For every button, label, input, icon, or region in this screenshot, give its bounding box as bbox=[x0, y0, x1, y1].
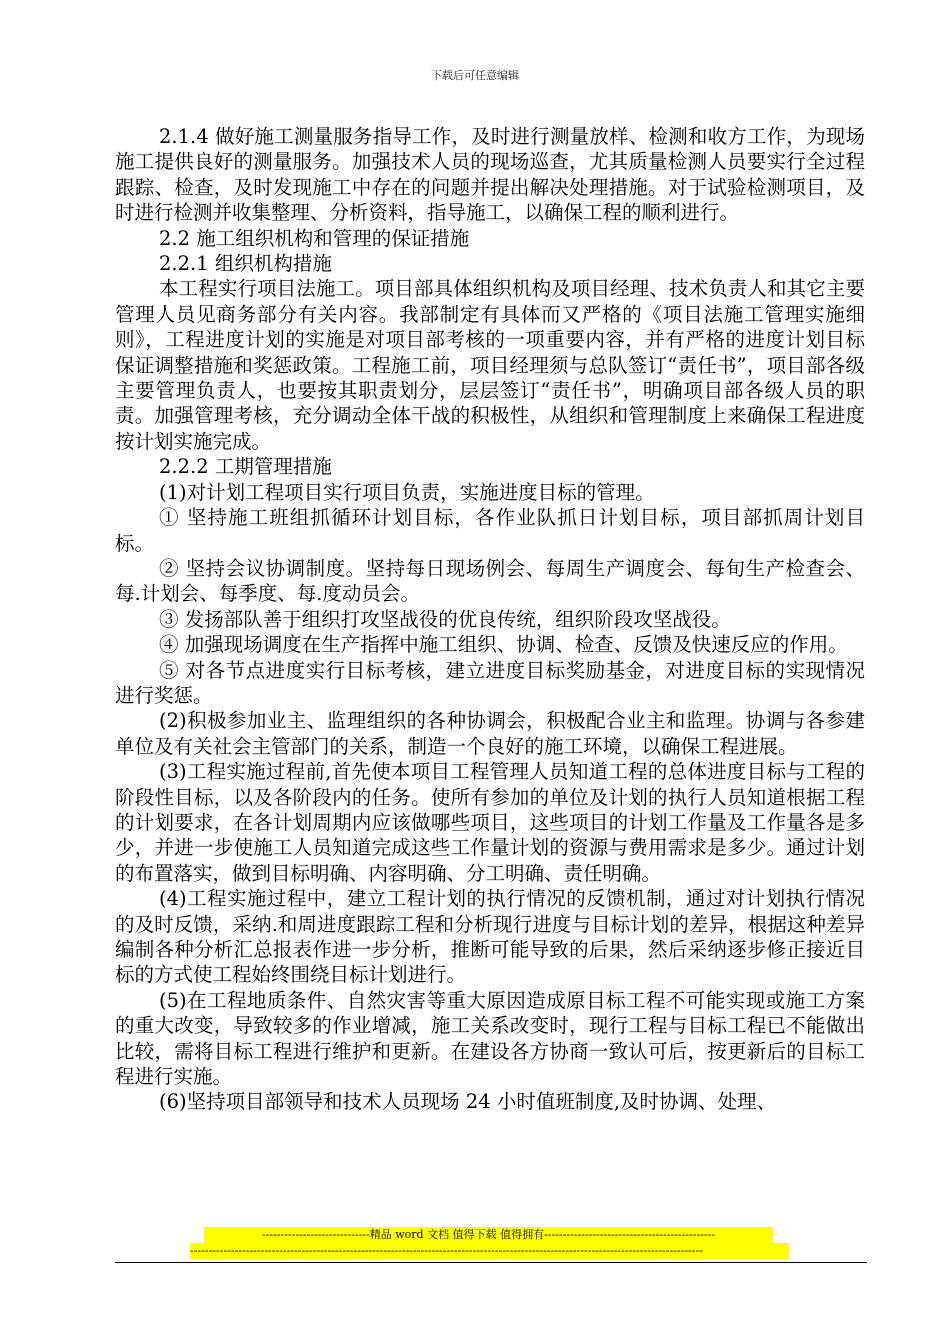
paragraph-item-4: (4)工程实施过程中，建立工程计划的执行情况的反馈机制，通过对计划执行情况的及时反馈，采纳.和周进度跟踪工程和分析现行进度与目标计划的差异，根据这种差异编制各种分析汇总报表作进一步分析，推断可能导致的后果，然后采纳逐步修正接近目标的方式使工程始终围绕目标计划进行。 bbox=[115, 887, 865, 987]
heading-2-2-2: 2.2.2 工期管理措施 bbox=[159, 455, 332, 479]
page-footer bbox=[0, 1227, 950, 1259]
paragraph-sub-2: ② 坚持会议协调制度。坚持每日现场例会、每周生产调度会、每旬生产检查会、每.计划会、每季度、每.度动员会。 bbox=[115, 556, 865, 606]
paragraph-sub-3: ③ 发扬部队善于组织打攻坚战役的优良传统，组织阶段攻坚战役。 bbox=[159, 607, 731, 631]
paragraph-item-5: (5)在工程地质条件、自然灾害等重大原因造成原目标工程不可能实现或施工方案的重大改变，导致较多的作业增减，施工关系改变时，现行工程与目标工程已不能做出比较，需将目标工程进行维护和更新。在建设各方协商一致认可后，按更新后的目标工程进行实施。 bbox=[115, 988, 865, 1089]
heading-2-2-1: 2.2.1 组织机构措施 bbox=[159, 252, 332, 276]
document-body bbox=[115, 124, 865, 1115]
footer-banner: -----------------------------精品 word 文档 值得下载 值得拥有---------------------------------------------- bbox=[204, 1227, 773, 1243]
footer-rule bbox=[115, 1262, 867, 1263]
paragraph-sub-5: ⑤ 对各节点进度实行目标考核，建立进度目标奖励基金，对进度目标的实现情况进行奖惩。 bbox=[115, 658, 865, 707]
paragraph-item-1: (1)对计划工程项目实行项目负责，实施进度目标的管理。 bbox=[159, 480, 655, 504]
heading-2-2: 2.2 施工组织机构和管理的保证措施 bbox=[159, 226, 470, 250]
paragraph-item-3: (3)工程实施过程前,首先使本项目工程管理人员知道工程的总体进度目标与工程的阶段性目标，以及各阶段内的任务。使所有参加的单位及计划的执行人员知道根据工程的计划要求，在各计划周期内应该做哪些项目，这些项目的计划工作量及工作量各是多少，并进一步使施工人员知道完成这些工作量计划的资源与费用需求是多少。通过计划的布置落实，做到目标明确、内容明确、分工明确、责任明确。 bbox=[115, 760, 865, 885]
paragraph-organization: 本工程实行项目法施工。项目部具体组织机构及项目经理、技术负责人和其它主要管理人员见商务部分有关内容。我部制定有具体而又严格的《项目法施工管理实施细则》，工程进度计划的实施是对项目部考核的一项重要内容，并有严格的进度计划目标保证调整措施和奖惩政策。工程施工前，项目经理须与总队签订“责任书”，项目部各级主要管理负责人，也要按其职责划分，层层签订“责任书”，明确项目部各级人员的职责。加强管理考核，充分调动全体干战的积极性，从组织和管理制度上来确保工程进度按计划实施完成。 bbox=[115, 277, 865, 453]
paragraph-2-1-4: 2.1.4 做好施工测量服务指导工作，及时进行测量放样、检测和收方工作，为现场施工提供良好的测量服务。加强技术人员的现场巡查，尤其质量检测人员要实行全过程跟踪、检查，及时发现施工中存在的问题并提出解决处理措施。对于试验检测项目，及时进行检测并收集整理、分析资料，指导施工，以确保工程的顺利进行。 bbox=[115, 125, 865, 225]
page-header: 下载后可任意编辑 bbox=[431, 69, 519, 82]
footer-dash-line: ------------------------------------------------------------------------------------------------------------------------------------------ bbox=[190, 1243, 789, 1259]
paragraph-sub-1: ① 坚持施工班组抓循环计划目标，各作业队抓日计划目标，项目部抓周计划目标。 bbox=[115, 506, 865, 555]
paragraph-item-2: (2)积极参加业主、监理组织的各种协调会，积极配合业主和监理。协调与各参建单位及有关社会主管部门的关系，制造一个良好的施工环境，以确保工程进展。 bbox=[115, 709, 865, 758]
paragraph-sub-4: ④ 加强现场调度在生产指挥中施工组织、协调、检查、反馈及快速反应的作用。 bbox=[159, 633, 848, 657]
paragraph-item-6: (6)坚持项目部领导和技术人员现场 24 小时值班制度,及时协调、处理、 bbox=[159, 1090, 777, 1114]
